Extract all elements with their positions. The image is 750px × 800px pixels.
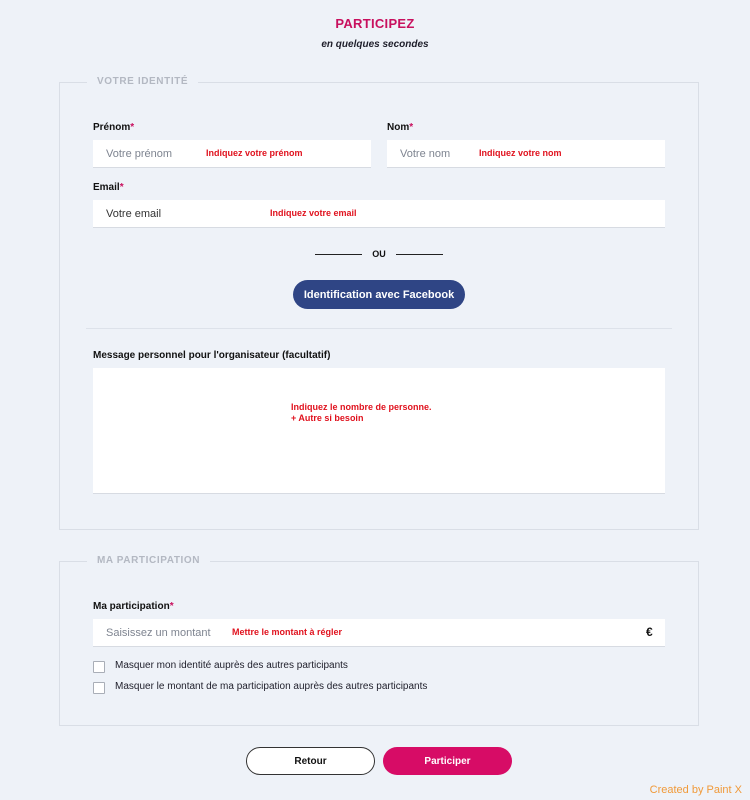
facebook-login-button[interactable]: Identification avec Facebook (293, 280, 465, 309)
page-subtitle: en quelques secondes (321, 39, 429, 50)
or-line-left (315, 254, 362, 255)
lastname-hint: Indiquez votre nom (479, 148, 562, 158)
credit-text: Created by Paint X (649, 784, 742, 796)
page-title: PARTICIPEZ (335, 16, 415, 31)
firstname-hint: Indiquez votre prénom (206, 148, 303, 158)
submit-button[interactable]: Participer (383, 747, 512, 775)
email-hint: Indiquez votre email (270, 208, 357, 218)
lastname-label: Nom* (387, 122, 414, 133)
message-hint-line1: Indiquez le nombre de personne. (291, 402, 432, 412)
hide-identity-label: Masquer mon identité auprès des autres participants (115, 660, 348, 671)
email-placeholder: Votre email (106, 207, 162, 220)
hide-identity-checkbox[interactable] (93, 661, 105, 673)
amount-placeholder: Saisissez un montant (106, 626, 211, 639)
amount-label: Ma participation* (93, 601, 174, 612)
message-hint-line2: + Autre si besoin (291, 413, 364, 423)
message-label: Message personnel pour l'organisateur (facultatif) (93, 350, 331, 361)
participation-legend: MA PARTICIPATION (87, 555, 210, 566)
hide-amount-label: Masquer le montant de ma participation auprès des autres participants (115, 681, 428, 692)
identity-legend: VOTRE IDENTITÉ (87, 76, 198, 87)
hide-amount-checkbox[interactable] (93, 682, 105, 694)
back-button[interactable]: Retour (246, 747, 375, 775)
amount-hint: Mettre le montant à régler (232, 627, 343, 637)
email-input[interactable] (93, 200, 665, 228)
or-line-right (396, 254, 443, 255)
firstname-placeholder: Votre prénom (106, 147, 173, 160)
email-label: Email* (93, 182, 124, 193)
section-divider (86, 328, 672, 329)
or-separator: OU (372, 249, 386, 259)
lastname-placeholder: Votre nom (400, 147, 451, 160)
euro-icon: € (646, 625, 653, 639)
firstname-label: Prénom* (93, 122, 135, 133)
message-textarea[interactable] (93, 368, 665, 494)
amount-input[interactable] (93, 619, 665, 647)
